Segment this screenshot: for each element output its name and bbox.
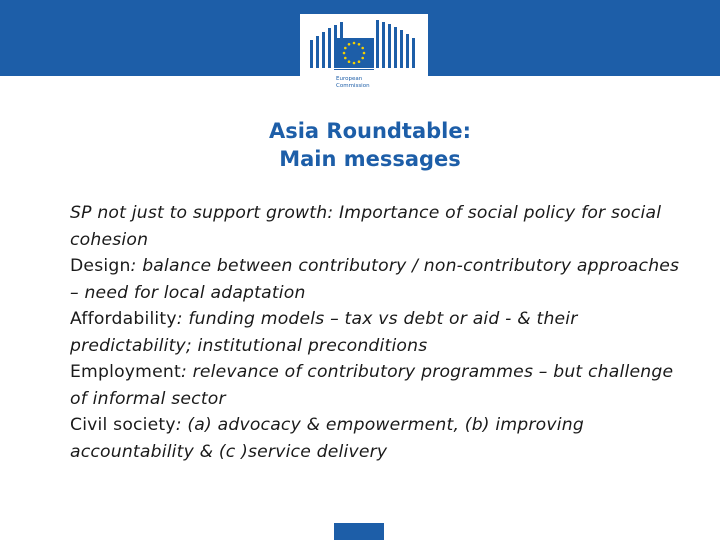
message-detail: : balance between contributory / non-contributory approaches – need for local adaptation [70,256,680,303]
slide-title-line-2: Main messages [279,147,461,171]
message-detail: : relevance of contributory programmes – but challenge of informal sector [70,362,674,409]
message-detail: : funding models – tax vs debt or aid - & their predictability; institutional preconditions [70,309,578,356]
message-item [70,200,690,253]
message-lead: Civil society [70,415,176,435]
message-item [70,253,690,306]
message-item [70,412,690,465]
european-commission-logo [300,14,428,98]
slide-title [180,117,560,173]
logo-caption [336,76,396,90]
message-detail: : (a) advocacy & empowerment, (b) improving accountability & (c )service delivery [70,415,584,462]
logo-line-2: Commission [336,83,370,89]
message-lead: Affordability [70,309,177,329]
message-lead: Design [70,256,131,276]
logo-line-1: European [336,76,363,82]
eu-flag-icon [300,14,428,76]
message-list [70,200,690,465]
message-item [70,306,690,359]
slide-title-line-1: Asia Roundtable: [268,119,472,143]
message-lead: SP not just to support growth: Importance of social policy for social cohesion [70,203,662,250]
footer-bar [334,523,384,540]
message-lead: Employment [70,362,181,382]
message-item [70,359,690,412]
